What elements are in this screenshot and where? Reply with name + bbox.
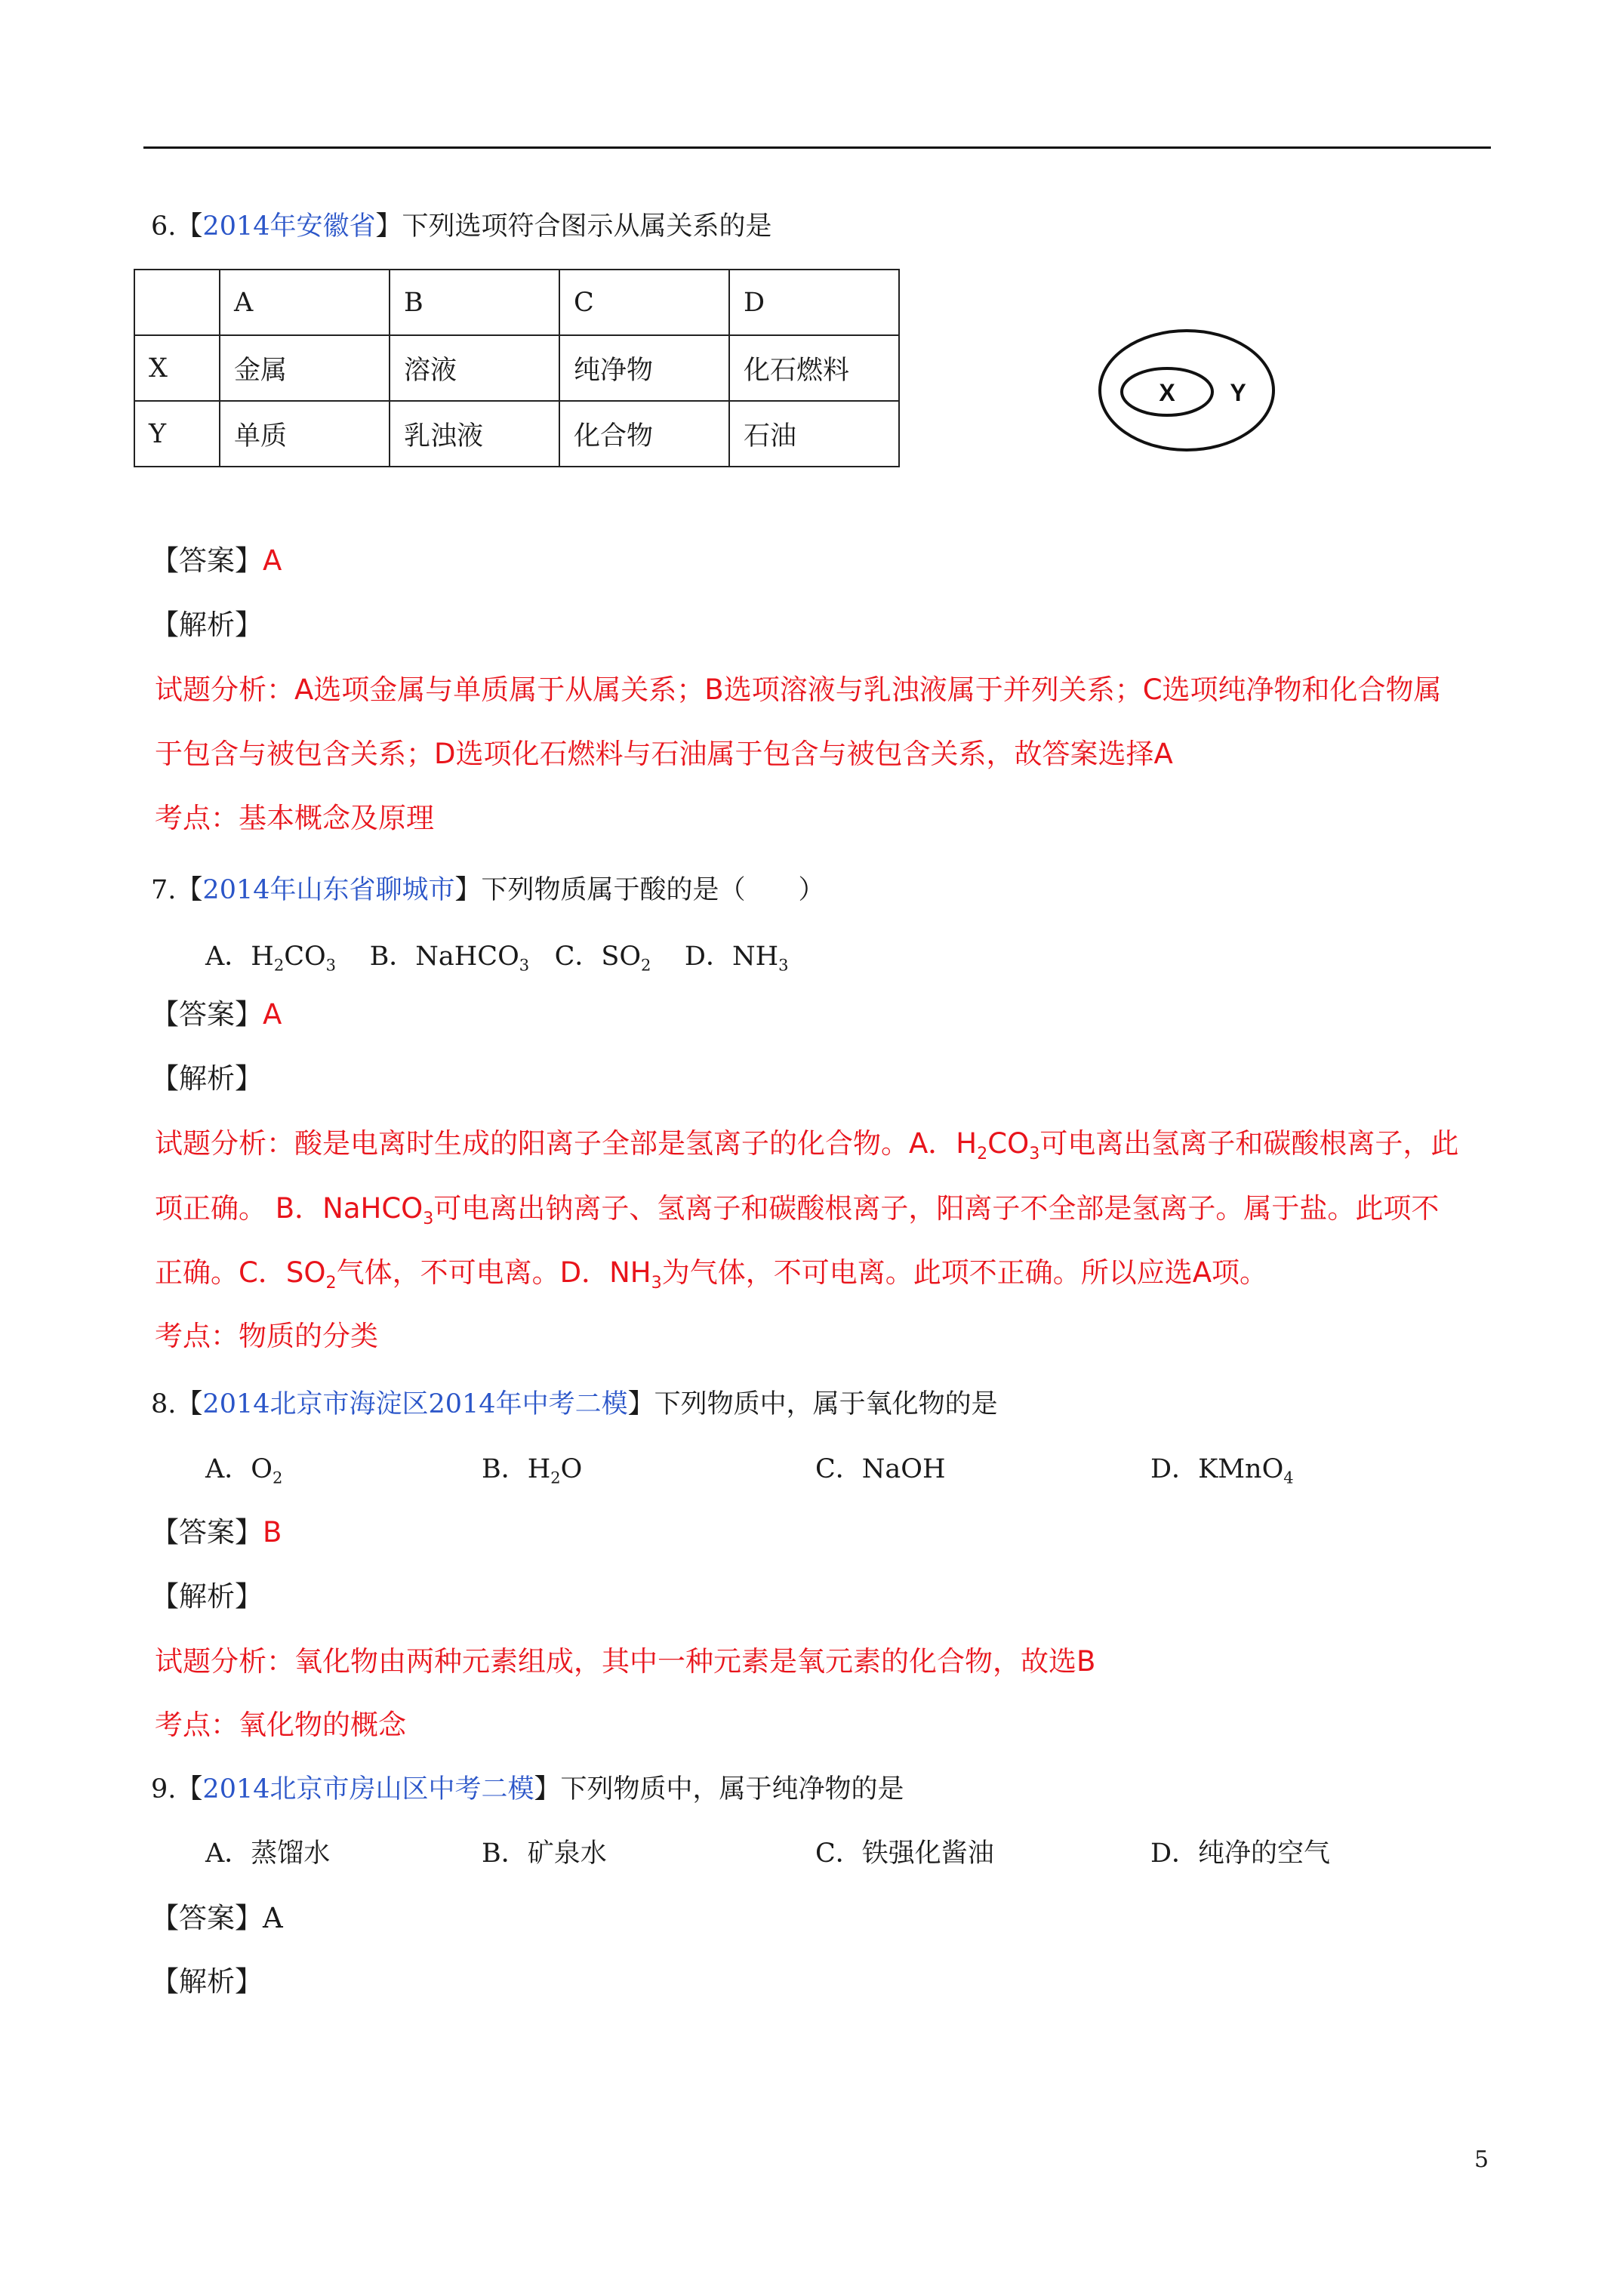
question-6-analysis-line-1: 试题分析：A选项金属与单质属于从属关系；B选项溶液与乳浊液属于并列关系；C选项纯净物和化合物属 [155,673,1442,706]
formula-part: NaOH [861,1454,946,1484]
question-number: 8. [151,1389,177,1419]
table-row [134,335,899,401]
question-8-option-c [815,1450,946,1488]
question-number: 9. [151,1774,177,1804]
formula-subscript: 3 [423,1208,434,1228]
question-7-point: 考点：物质的分类 [155,1320,378,1352]
formula-subscript: 3 [1029,1143,1040,1163]
table-cell [134,270,220,335]
question-6-table [134,269,900,467]
header-rule [143,146,1491,149]
question-7-analysis-line-3 [155,1253,1267,1293]
table-row [134,401,899,467]
formula-subscript: 3 [651,1272,662,1293]
table-header-row [134,270,899,335]
question-8-option-b [482,1450,582,1488]
analysis-text: 可电离出氢离子和碳酸根离子，此 [1039,1127,1459,1160]
question-8-option-a [205,1450,282,1488]
option-b [369,942,530,975]
analysis-text: CO [987,1127,1030,1160]
question-9-option-c: C．铁强化酱油 [815,1838,994,1869]
option-label: A． [205,1454,251,1484]
bracket-open: 【 [176,1774,203,1804]
answer-label: 【答案】 [151,1516,263,1549]
table-cell: 石油 [729,401,899,467]
question-8-stem [151,1385,998,1423]
answer-label: 【答案】 [151,544,263,577]
formula-subscript: 2 [641,956,651,975]
option-label: B． [482,1454,528,1484]
question-6-point: 考点：基本概念及原理 [155,802,434,834]
analysis-text: 可电离出钠离子、氢离子和碳酸根离子，阳离子不全部是氢离子。属于盐。此项不 [433,1192,1440,1225]
question-number: 7. [151,875,177,905]
bracket-close: 】 [454,875,482,905]
question-text: 下列物质中，属于氧化物的是 [654,1389,998,1419]
question-6-analysis-label: 【解析】 [151,609,263,641]
question-source: 2014北京市房山区中考二模 [202,1774,534,1804]
question-8-answer [151,1514,282,1552]
answer-label: 【答案】 [151,998,263,1031]
question-9-option-b: B．矿泉水 [482,1838,607,1869]
table-cell: D [729,270,899,335]
formula-subscript: 2 [977,1143,988,1163]
table-cell: Y [134,401,220,467]
option-label: D． [684,942,732,972]
formula-part: CO [284,942,326,972]
formula-subscript: 3 [778,956,789,975]
formula-part: H [527,1454,551,1484]
option-c [554,942,651,975]
question-source: 2014北京市海淀区2014年中考二模 [202,1389,628,1419]
question-8-analysis: 试题分析：氧化物由两种元素组成，其中一种元素是氧元素的化合物，故选B [155,1645,1096,1678]
option-label: A． [205,942,251,972]
table-cell: C [559,270,729,335]
question-7-stem [151,871,825,909]
bracket-close: 】 [534,1774,561,1804]
outer-ellipse [1100,331,1273,450]
question-9-option-a: A．蒸馏水 [205,1838,331,1869]
analysis-text: 气体，不可电离。D．NH [336,1256,651,1289]
bracket-open: 【 [176,1389,203,1419]
formula-subscript: 3 [519,956,530,975]
bracket-open: 【 [176,875,203,905]
question-number: 6. [151,211,177,242]
formula-subscript: 2 [273,956,285,975]
table-cell: 纯净物 [559,335,729,401]
option-d [684,942,789,975]
table-cell: A [220,270,390,335]
question-9-stem [151,1771,904,1808]
table-cell: 溶液 [390,335,559,401]
answer-label: 【答案】 [151,1902,263,1934]
question-7-options [205,938,789,975]
question-8-point: 考点：氧化物的概念 [155,1709,406,1741]
formula-part: SO [601,942,642,972]
question-9-analysis-label: 【解析】 [151,1965,263,1998]
question-9-answer [151,1900,283,1937]
answer-value: A [263,998,282,1031]
formula-part: NH [731,942,779,972]
question-6-answer [151,542,282,580]
question-source: 2014年安徽省 [202,211,376,242]
answer-value: A [263,544,282,577]
question-text: 下列选项符合图示从属关系的是 [402,211,772,242]
table-cell: 化合物 [559,401,729,467]
formula-subscript: 2 [325,1272,337,1293]
analysis-text: 为气体，不可电离。此项不正确。所以应选A项。 [661,1256,1268,1289]
page-number: 5 [1474,2147,1489,2173]
formula-subscript: 4 [1283,1469,1294,1487]
venn-diagram [1095,323,1283,451]
inner-label: X [1159,379,1175,406]
question-text: 下列物质中，属于纯净物的是 [560,1774,904,1804]
table-cell: 乳浊液 [390,401,559,467]
table-cell: 化石燃料 [729,335,899,401]
formula-part: O [251,1454,273,1484]
option-label: B． [369,942,416,972]
bracket-open: 【 [176,211,203,242]
analysis-text: 试题分析：酸是电离时生成的阳离子全部是氢离子的化合物。A．H [155,1127,978,1160]
formula-part: NaHCO [415,942,519,972]
formula-subscript: 3 [325,956,337,975]
option-label: D． [1150,1454,1199,1484]
table-cell: 金属 [220,335,390,401]
formula-part: KMnO [1198,1454,1284,1484]
question-7-analysis-label: 【解析】 [151,1062,263,1095]
table-cell: B [390,270,559,335]
option-label: C． [554,942,602,972]
bracket-close: 】 [627,1389,654,1419]
formula-part: O [560,1454,583,1484]
question-7-analysis-line-2 [155,1188,1439,1229]
question-source: 2014年山东省聊城市 [202,875,455,905]
outer-label: Y [1230,379,1246,406]
question-text: 下列物质属于酸的是（ ） [481,875,825,905]
option-label: C． [815,1454,862,1484]
answer-value: A [263,1902,283,1934]
analysis-text: 正确。C．SO [155,1256,326,1289]
question-9-option-d: D．纯净的空气 [1150,1838,1331,1869]
table-cell: X [134,335,220,401]
question-8-analysis-label: 【解析】 [151,1580,263,1613]
formula-subscript: 2 [550,1469,561,1487]
question-6-analysis-line-2: 于包含与被包含关系；D选项化石燃料与石油属于包含与被包含关系，故答案选择A [155,738,1173,770]
formula-part: H [251,942,274,972]
question-7-answer [151,996,282,1034]
question-8-option-d [1150,1450,1294,1488]
question-7-analysis-line-1 [155,1123,1458,1164]
question-6-stem [151,208,772,245]
bracket-close: 】 [375,211,402,242]
formula-subscript: 2 [272,1469,283,1487]
table-cell: 单质 [220,401,390,467]
analysis-text: 项正确。 B．NaHCO [155,1192,423,1225]
option-a [205,942,337,975]
answer-value: B [263,1516,282,1549]
